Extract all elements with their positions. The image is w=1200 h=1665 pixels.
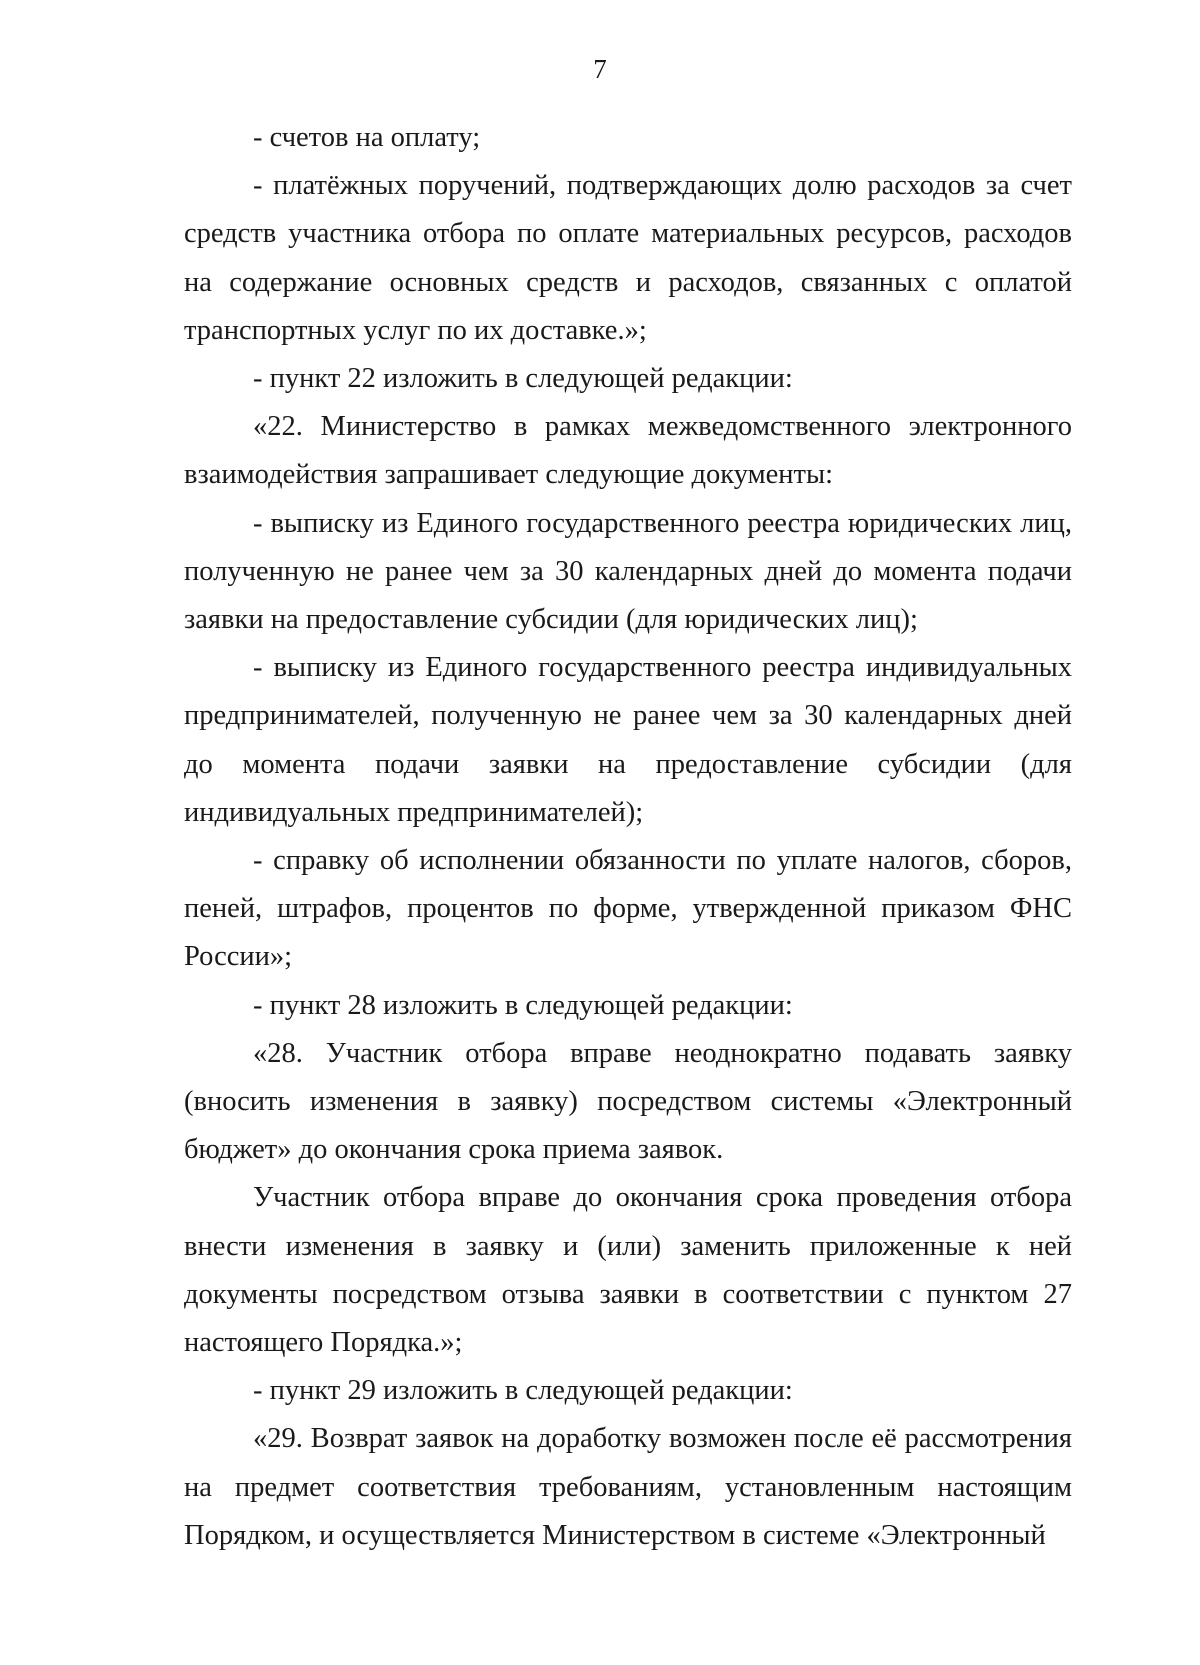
paragraph-payment-orders: - платёжных поручений, подтверждающих долю расходов за счет средств участника отбора по оплате материальных ресурсов, расходов на содержание основных средств и расходов, связанных с оплатой транспортных услуг по их доставке.»; bbox=[184, 170, 1072, 346]
paragraph-amend-clause-28: - пункт 28 изложить в следующей редакции: bbox=[253, 989, 793, 1021]
document-body bbox=[184, 114, 1072, 1560]
paragraph-clause-28-changes: Участник отбора вправе до окончания срока проведения отбора внести изменения в заявку и (или) заменить приложенные к ней документы посредством отзыва заявки в соответствии с пунктом 27 настоящего Порядка.»; bbox=[184, 1182, 1072, 1359]
paragraph-egrul-extract: - выписку из Единого государственного реестра юридических лиц, полученную не ранее чем за 30 календарных дней до момента подачи заявки на предоставление субсидии (для юридических лиц); bbox=[184, 507, 1072, 636]
paragraph-amend-clause-22: - пункт 22 изложить в следующей редакции: bbox=[253, 363, 793, 395]
page-number: 7 bbox=[593, 54, 607, 84]
paragraph-egrip-extract: - выписку из Единого государственного реестра индивидуальных предпринимателей, полученную не ранее чем за 30 календарных дней до момента подачи заявки на предоставление субсидии (для индивидуальных предпринимателей); bbox=[184, 652, 1072, 828]
paragraph-tax-certificate: - справку об исполнении обязанности по уплате налогов, сборов, пеней, штрафов, процентов по форме, утвержденной приказом ФНС России»; bbox=[184, 845, 1072, 973]
paragraph-clause-28: «28. Участник отбора вправе неоднократно подавать заявку (вносить изменения в заявку) посредством системы «Электронный бюджет» до окончания срока приема заявок. bbox=[184, 1037, 1072, 1166]
paragraph-clause-22: «22. Министерство в рамках межведомственного электронного взаимодействия запрашивает следующие документы: bbox=[184, 411, 1072, 491]
paragraph-invoices: - счетов на оплату; bbox=[253, 122, 481, 153]
paragraph-amend-clause-29: - пункт 29 изложить в следующей редакции: bbox=[253, 1375, 793, 1407]
paragraph-clause-29: «29. Возврат заявок на доработку возможен после её рассмотрения на предмет соответствия требованиям, установленным настоящим Порядком, и осуществляется Министерством в системе «Электронный bbox=[184, 1423, 1072, 1551]
